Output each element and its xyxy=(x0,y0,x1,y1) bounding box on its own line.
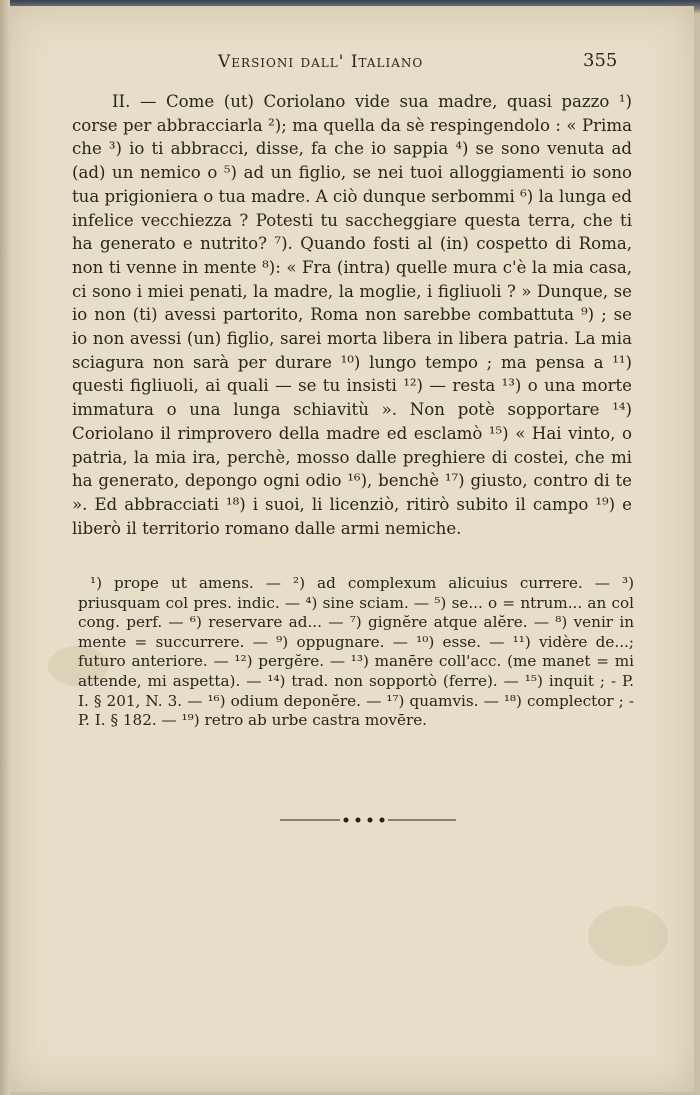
paper-stain xyxy=(588,906,668,966)
page-number: 355 xyxy=(583,50,618,71)
book-page xyxy=(8,6,694,1092)
footnotes xyxy=(78,574,634,731)
book-left-edge xyxy=(0,0,10,1095)
paragraph: II. — Come (ut) Coriolano vide sua madre, quasi pazzo ¹) corse per abbracciarla ²); ma quella da sè respingendolo : « Prima che ³) io ti abbracci, disse, fa che io sappia ⁴) se sono venuta ad (ad) un nemico o ⁵) ad un figlio, se nei tuoi alloggiamenti io sono tua prigioniera o tua madre. A ciò dunque serbommi ⁶) la lunga ed infelice vecchiezza ? Potesti tu saccheggiare questa terra, che ti ha generato e nutrito? ⁷). Quando fosti al (in) cospetto di Roma, non ti venne in mente ⁸): « Fra (intra) quelle mura c'è la mia casa, ci sono i miei penati, la madre, la moglie, i figliuoli ? » Dunque, se io non (ti) avessi partorito, Roma non sarebbe combattuta ⁹) ; se io non avessi (un) figlio, sarei morta libera in libera patria. La mia sciagura non sarà per durare ¹⁰) lungo tempo ; ma pensa a ¹¹) questi figliuoli, ai quali — se tu insisti ¹²) — resta ¹³) o una morte immatura o una lunga schiavitù ». Non potè sopportare ¹⁴) Coriolano il rimprovero della madre ed esclamò ¹⁵) « Hai vinto, o patria, la mia ira, perchè, mosso dalle preghiere di costei, che mi ha generato, depongo ogni odio ¹⁶), benchè ¹⁷) giusto, contro di te ». Ed abbracciati ¹⁸) i suoi, li licenziò, ritirò subito il campo ¹⁹) e liberò il territorio romano dalle armi nemiche. xyxy=(72,92,632,538)
ornament-divider xyxy=(280,812,456,828)
footnote-text: ¹) prope ut amens. — ²) ad complexum alicuius currere. — ³) priusquam col pres. indic. — ⁴) sine sciam. — ⁵) se... o = ntrum... an col cong. perf. — ⁶) reservare ad... — ⁷) gignĕre atque alĕre. — ⁸) venir in mente = succurrere. — ⁹) oppugnare. — ¹⁰) esse. — ¹¹) vidère de...; futuro anteriore. — ¹²) pergĕre. — ¹³) manēre coll'acc. (me manet = mi attende, mi aspetta). — ¹⁴) trad. non sopportò (ferre). — ¹⁵) inquit ; - P. I. § 201, N. 3. — ¹⁶) odium deponĕre. — ¹⁷) quamvis. — ¹⁸) complector ; - P. I. § 182. — ¹⁹) retro ab urbe castra movēre. xyxy=(78,574,634,730)
main-text xyxy=(72,90,632,540)
page-header xyxy=(8,50,694,80)
running-title: Versioni dall' Italiano xyxy=(218,52,424,72)
